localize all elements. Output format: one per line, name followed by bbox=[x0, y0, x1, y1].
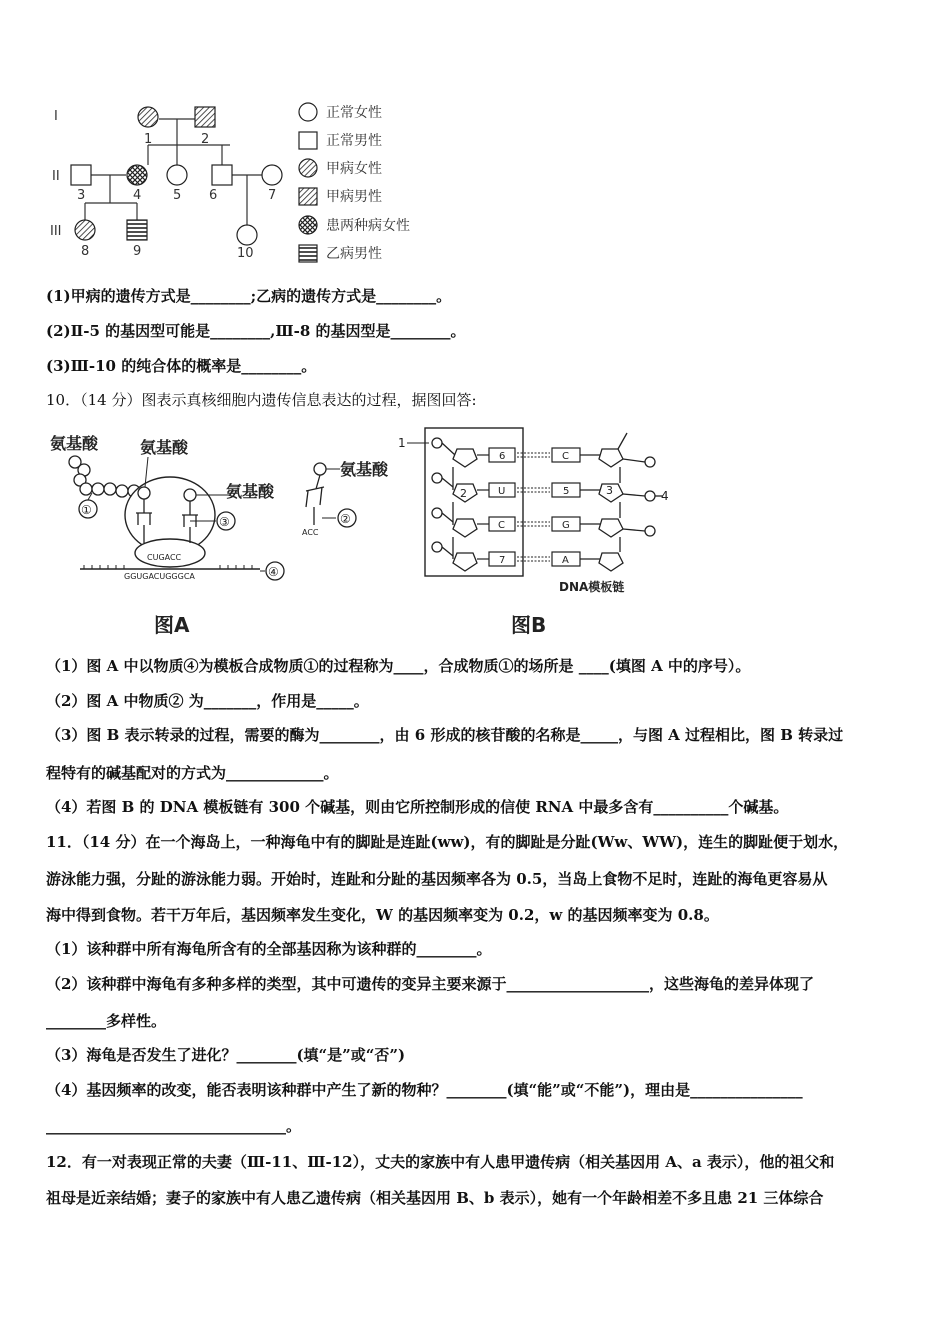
figa-amino-acid-label: 氨基酸 bbox=[140, 438, 189, 457]
pedigree-number: 6 bbox=[209, 188, 218, 203]
q9-part-3: (3)Ⅲ-10 的纯合体的概率是________。 bbox=[46, 357, 317, 375]
figa-number-4: ④ bbox=[268, 565, 279, 579]
legend-label: 乙病男性 bbox=[326, 246, 382, 262]
figb-number-4: 4 bbox=[661, 489, 669, 503]
legend-label: 甲病男性 bbox=[326, 189, 382, 205]
figb-right-base: 5 bbox=[563, 486, 570, 497]
q11-para-1: 11．（14 分）在一个海岛上，一种海龟中有的脚趾是连趾(ww)，有的脚趾是分趾(Ww、WW)，连生的脚趾便于划水， bbox=[46, 833, 849, 851]
gen-label-3: III bbox=[50, 224, 62, 239]
figure-a-trna bbox=[290, 455, 405, 550]
q10-part-1: （1）图 A 中以物质④为模板合成物质①的过程称为____，合成物质①的场所是 ____(填图 A 中的序号）。 bbox=[46, 657, 751, 675]
legend-disease-a-male-icon bbox=[299, 188, 317, 205]
figb-left-sugar bbox=[453, 449, 477, 467]
legend-normal-male-icon bbox=[299, 132, 317, 149]
pedigree-number: 8 bbox=[81, 244, 90, 259]
pedigree-number: 4 bbox=[133, 188, 142, 203]
figb-right-base: C bbox=[562, 451, 569, 462]
pedigree-number: 10 bbox=[237, 246, 254, 261]
pedigree-number: 3 bbox=[77, 188, 86, 203]
figb-right-sugar bbox=[599, 519, 623, 537]
figa-trna-acc: ACC bbox=[302, 528, 319, 537]
q11-part-2-cont: ________多样性。 bbox=[46, 1012, 167, 1030]
q9-part-2: (2)Ⅱ-5 的基因型可能是________,Ⅲ-8 的基因型是________。 bbox=[46, 322, 466, 340]
figure-b-transcription bbox=[395, 425, 685, 640]
pedigree-individual-5 bbox=[167, 165, 187, 185]
q10-part-3: （3）图 B 表示转录的过程，需要的酶为________，由 6 形成的核苷酸的名称是_____，与图 A 过程相比，图 B 转录过 bbox=[46, 726, 844, 744]
q11-part-3: （3）海龟是否发生了进化？________(填“是”或“否”) bbox=[46, 1046, 406, 1064]
pedigree-number: 2 bbox=[201, 132, 210, 147]
figa-amino-acid-label: 氨基酸 bbox=[50, 434, 99, 453]
q9-part-1: (1)甲病的遗传方式是________;乙病的遗传方式是________。 bbox=[46, 287, 452, 305]
figb-left-base: 6 bbox=[499, 451, 506, 462]
figa-anticodon: CUGACC bbox=[147, 553, 182, 562]
figa-trna-amino-acid-label: 氨基酸 bbox=[340, 460, 389, 479]
pedigree-individual-6 bbox=[212, 165, 232, 185]
figb-left-base: U bbox=[498, 486, 506, 497]
pedigree-chart bbox=[40, 95, 440, 270]
figb-right-sugar bbox=[599, 553, 623, 571]
figb-left-sugar bbox=[453, 519, 477, 537]
pedigree-number: 7 bbox=[268, 188, 277, 203]
figb-right-base: A bbox=[562, 555, 569, 566]
figa-mrna-sequence: GGUGACUGGGCA bbox=[124, 572, 195, 581]
legend-label: 患两种病女性 bbox=[326, 218, 410, 234]
q11-para-2: 游泳能力强，分趾的游泳能力弱。开始时，连趾和分趾的基因频率各为 0.5，当岛上食物不足时，连趾的海龟更容易从 bbox=[46, 870, 828, 888]
q11-part-4: （4）基因频率的改变，能否表明该种群中产生了新的物种？________(填“能”或“不能”)，理由是_______________ bbox=[46, 1081, 803, 1099]
figb-left-sugar bbox=[453, 553, 477, 571]
figa-number-3: ③ bbox=[219, 515, 230, 529]
figure-a-translation bbox=[40, 425, 300, 640]
q11-part-1: （1）该种群中所有海龟所含有的全部基因称为该种群的________。 bbox=[46, 940, 492, 958]
pedigree-individual-10 bbox=[237, 225, 257, 245]
q10-heading-text: 10．（14 分）图表示真核细胞内遗传信息表达的过程，据图回答: bbox=[46, 391, 477, 409]
legend-normal-female-icon bbox=[299, 103, 317, 121]
figb-template-label: DNA模板链 bbox=[559, 580, 625, 594]
q10-heading bbox=[46, 390, 477, 410]
figb-left-base: 7 bbox=[499, 555, 506, 566]
pedigree-individual-3 bbox=[71, 165, 91, 185]
legend-label: 甲病女性 bbox=[326, 161, 382, 177]
legend-disease-a-female-icon bbox=[299, 159, 317, 177]
pedigree-number: 9 bbox=[133, 244, 142, 259]
legend-disease-b-male-icon bbox=[299, 245, 317, 262]
gen-label-2: II bbox=[52, 169, 60, 184]
q10-part-2: （2）图 A 中物质② 为_______，作用是_____。 bbox=[46, 692, 369, 710]
figb-number-2: 2 bbox=[460, 487, 467, 500]
figa-number-2: ② bbox=[340, 512, 351, 526]
figb-number-1: 1 bbox=[398, 436, 406, 450]
q11-para-3: 海中得到食物。若干万年后，基因频率发生变化，W 的基因频率变为 0.2，w 的基因频率变为 0.8。 bbox=[46, 906, 719, 924]
pedigree-individual-2 bbox=[195, 107, 215, 127]
pedigree-individual-7 bbox=[262, 165, 282, 185]
figa-amino-acid-label: 氨基酸 bbox=[226, 482, 275, 501]
pedigree-number: 5 bbox=[173, 188, 182, 203]
pedigree-individual-1 bbox=[138, 107, 158, 127]
pedigree-individual-4 bbox=[127, 165, 147, 185]
figb-right-base: G bbox=[562, 520, 570, 531]
figa-number-1: ① bbox=[81, 503, 92, 517]
q12-para-2: 祖母是近亲结婚；妻子的家族中有人患乙遗传病（相关基因用 B、b 表示），她有一个年龄相差不多且患 21 三体综合 bbox=[46, 1189, 824, 1207]
figb-right-sugar bbox=[599, 449, 623, 467]
figb-left-base: C bbox=[498, 520, 505, 531]
q10-part-4: （4）若图 B 的 DNA 模板链有 300 个碱基，则由它所控制形成的信使 RNA 中最多含有__________个碱基。 bbox=[46, 798, 789, 816]
q11-part-2: （2）该种群中海龟有多种多样的类型，其中可遗传的变异主要来源于___________________，这些海龟的差异体现了 bbox=[46, 975, 814, 993]
gen-label-1: I bbox=[54, 109, 58, 124]
q12-para-1: 12．有一对表现正常的夫妻（Ⅲ-11、Ⅲ-12），丈夫的家族中有人患甲遗传病（相关基因用 A、a 表示），他的祖父和 bbox=[46, 1153, 835, 1171]
pedigree-number: 1 bbox=[144, 132, 153, 147]
legend-label: 正常男性 bbox=[326, 133, 382, 149]
q11-part-4-cont: ________________________________。 bbox=[46, 1117, 302, 1135]
legend-both-diseases-female-icon bbox=[299, 216, 317, 234]
pedigree-individual-9 bbox=[127, 220, 147, 240]
figa-caption: 图A bbox=[154, 613, 190, 637]
legend-label: 正常女性 bbox=[326, 105, 382, 121]
figb-number-3: 3 bbox=[606, 484, 613, 497]
pedigree-individual-8 bbox=[75, 220, 95, 240]
q10-part-3-cont: 程特有的碱基配对的方式为_____________。 bbox=[46, 764, 339, 782]
figb-caption: 图B bbox=[511, 613, 547, 637]
